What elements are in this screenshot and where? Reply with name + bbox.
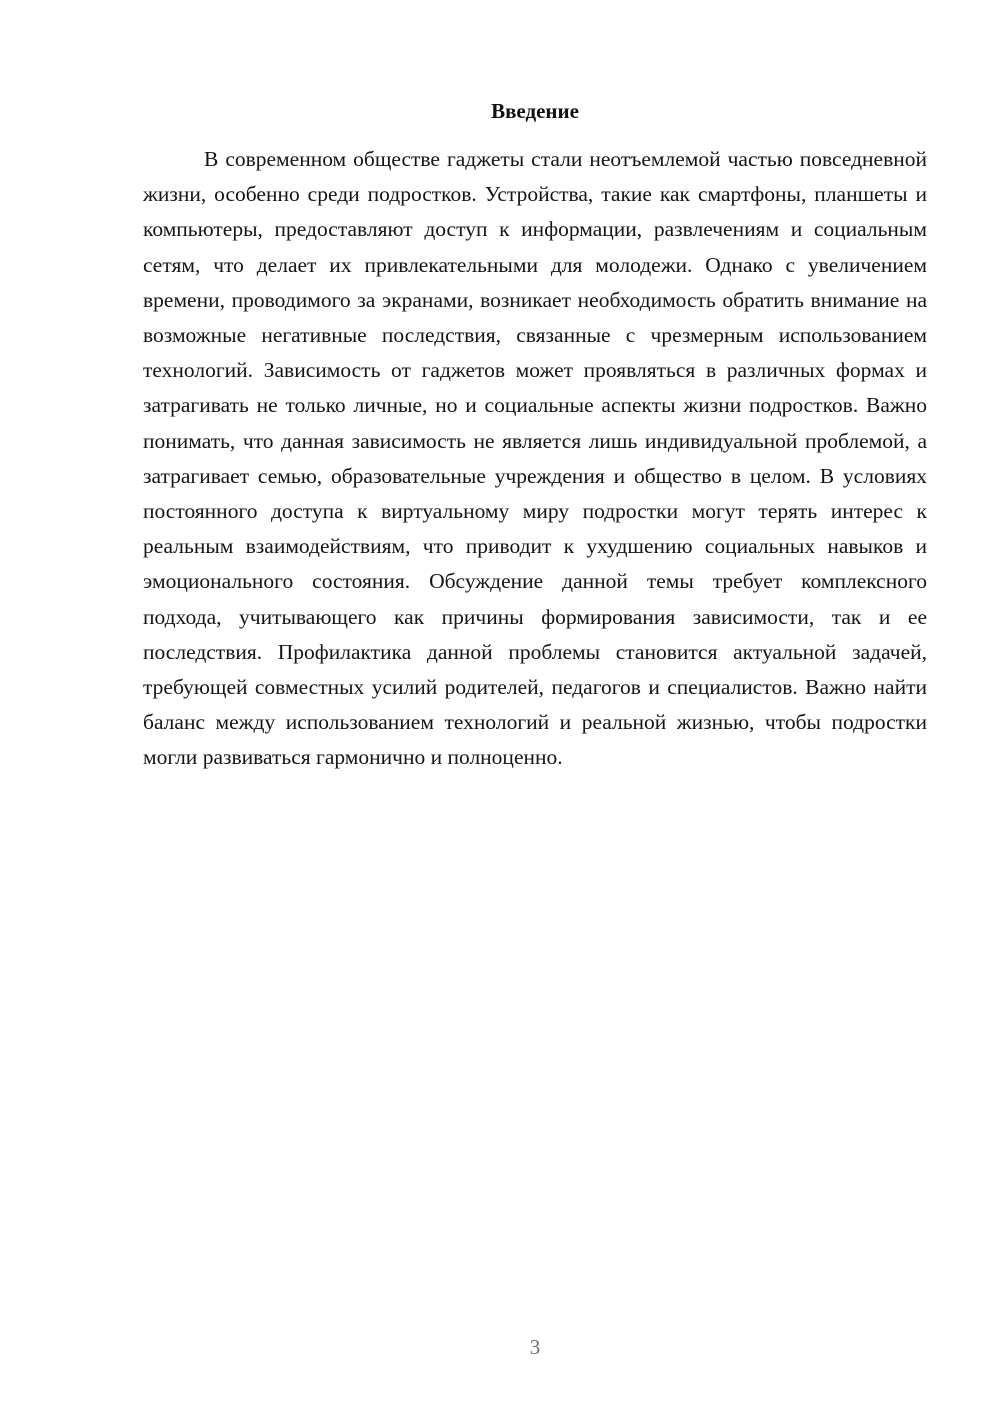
body-paragraph: В современном обществе гаджеты стали неотъемлемой частью повседневной жизни, особенно среди подростков. Устройства, такие как смартфоны, планшеты и компьютеры, предоставляют доступ к информации, развлечениям и социальным сетям, что делает их привлекательными для молодежи. Однако с увеличением времени, проводимого за экранами, возникает необходимость обратить внимание на возможные негативные последствия, связанные с чрезмерным использованием технологий. Зависимость от гаджетов может проявляться в различных формах и затрагивать не только личные, но и социальные аспекты жизни подростков. Важно понимать, что данная зависимость не является лишь индивидуальной проблемой, а затрагивает семью, образовательные учреждения и общество в целом. В условиях постоянного доступа к виртуальному миру подростки могут терять интерес к реальным взаимодействиям, что приводит к ухудшению социальных навыков и эмоционального состояния. Обсуждение данной темы требует комплексного подхода, учитывающего как причины формирования зависимости, так и ее последствия. Профилактика данной проблемы становится актуальной задачей, требующей совместных усилий родителей, педагогов и специалистов. Важно найти баланс между использованием технологий и реальной жизнью, чтобы подростки могли развиваться гармонично и полноценно. [143, 147, 927, 770]
page-number: 3 [529, 1335, 541, 1359]
section-heading: Введение [491, 99, 579, 123]
